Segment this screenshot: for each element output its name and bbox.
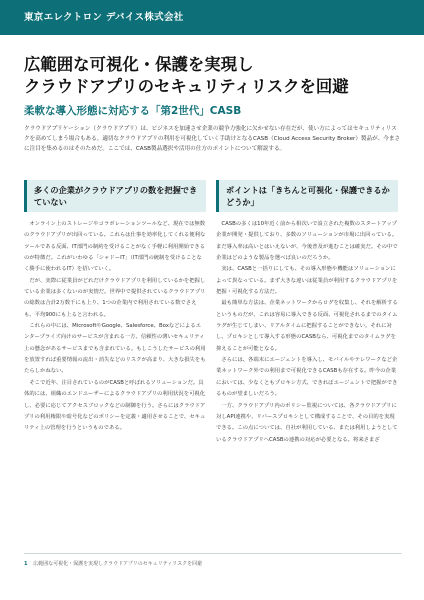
left-section-heading: 多くの企業がクラウドアプリの数を把握できていない [24, 180, 206, 212]
intro-paragraph: クラウドアプリケーション（クラウドアプリ）は、ビジネスを加速させ企業の競争力強化に欠かせない存在だが、使い方によってはセキュリティリスクを高めてしまう場合もある。適切なクラウドアプリの利用を可視化していく手助けとなるCASB（Cloud Access Security Broker）製品が、今まさに注目を集めるのはそのためだ。ここでは、CASB製品選択や活用の仕方のポイントについて解説する。 [24, 126, 401, 153]
right-section-heading: ポイントは「きちんと可視化・保護できるかどうか」 [216, 180, 398, 212]
right-paragraph-3: 最も簡単な方法は、企業ネットワークからログを収集し、それを解析するというものだが、これは容易に導入できる反面、可視化されるまでのタイムラグが生じてしまい、リアルタイムに把握することができない。それに対し、プロキシとして導入する形態のCASBなら、可視化までのタイムラグを抑えることが可能となる。 [216, 300, 398, 352]
right-paragraph-1: CASBの多くは10年近く前から相次いで設立された複数のスタートアップ企業が開発・提供しており、多数のソリューションが市場に出回っている。まだ導入率は高いとはいえないが、今後普及が進むことは確実だ。その中で企業はどのような製品を選べば良いのだろうか。 [216, 221, 398, 262]
page-subtitle: 柔軟な導入形態に対応する「第2世代」CASB [24, 105, 242, 117]
page-title-line-2: クラウドアプリのセキュリティリスクを回避 [24, 77, 349, 96]
page-footer [24, 560, 202, 567]
header-band [0, 0, 424, 35]
right-paragraph-5: 一方、クラウドアプリ内のポリシー監視については、各クラウドアプリに対しAPI連携や、リバースプロキシとして構成することで、その目的を実現できる。この点については、自社が利用している、または利用しようとしているクラウドアプリへCASBの連携の対応が必要となる。将来さまざ [216, 402, 398, 443]
left-paragraph-4: そこで近年、注目されているのがCASBと呼ばれるソリューションだ。具体的には、組織のエンドユーザーによるクラウドアプリの利用状況を可視化し、必要に応じてアクセスブロックなどの制御を行う。さらにはクラウドアプリの利用権限や暗号化などのポリシーを定義・適用させることで、セキュリティ上の管理を行うというものである。 [24, 379, 206, 432]
right-paragraph-4: さらには、各端末にエージェントを導入し、モバイルやテレワークなど企業ネットワーク外での利用まで可視化できるCASBも存在する。昨今の企業においては、少なくともプロキシ方式、できればエージェントで把握ができるものが望ましいだろう。 [216, 357, 398, 398]
footer-divider [24, 553, 402, 554]
left-paragraph-3: これらの中には、MicrosoftやGoogle、Salesforce、Boxなどによるエンタープライズ向けのサービスが含まれる一方、信頼性の薄いセキュリティ上の懸念があるサービスまでも含まれている。もしこうしたサービスの利用を放置すれば重要情報の流出・消失などのリスクが高まり、大きな損失をもたらしかねない。 [24, 323, 206, 375]
left-section-body [24, 219, 206, 435]
left-column [24, 180, 206, 435]
left-paragraph-2: だが、実際に従業員がどれだけクラウドアプリを利用しているかを把握している企業は多くないのが実情だ。世界中で提供されているクラウドアプリの総数は合計2万数千にも上り、1つの企業内で利用されている数でさえも、平均900にも上ると言われる。 [24, 277, 206, 318]
right-section-body [216, 219, 398, 446]
page-number: 1 [24, 561, 28, 567]
intro-lead [24, 124, 402, 155]
right-column [216, 180, 398, 446]
footer-title: 広範囲な可視化・保護を実現しクラウドアプリのセキュリティリスクを回避 [33, 561, 203, 567]
page-title-line-1: 広範囲な可視化・保護を実現し [24, 55, 254, 74]
right-paragraph-2: 実は、CASBと一括りにしても、その導入形態や機能はソリューションによって異なっている。まず大きな違いは従業員が利用するクラウドアプリを把握・可視化する方法だ。 [216, 266, 398, 296]
left-paragraph-1: オンライン上のストレージやコラボレーションツールなど、現在では無数のクラウドアプリが出回っている。これらは仕事を効率化してくれる便利なツールである反面、IT部門の制約を受けることがなく手軽に利用開始できるのが特徴だ。これがいわゆる「シャドーIT」（IT部門の統制を受けることなく勝手に使われるIT）を招いていく。 [24, 221, 206, 273]
company-name: 東京エレクトロン デバイス株式会社 [24, 12, 184, 23]
